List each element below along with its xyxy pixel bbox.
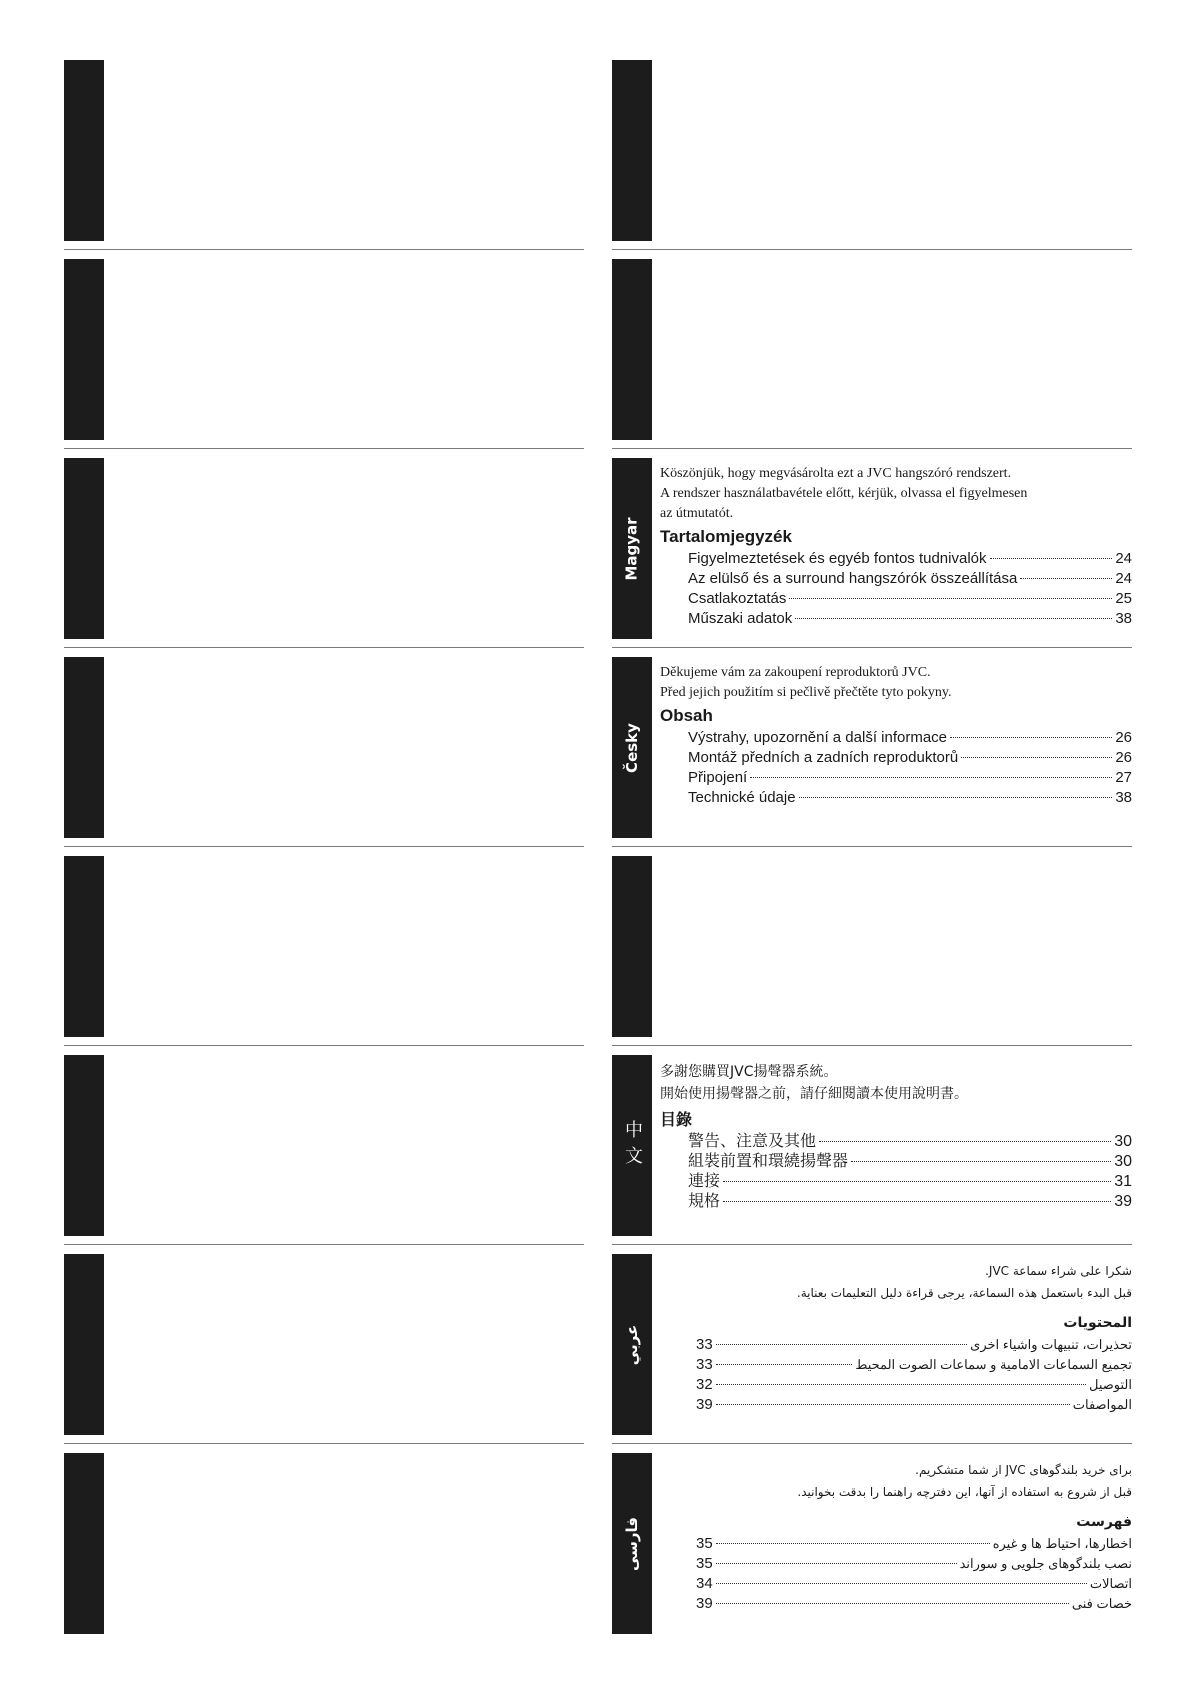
- language-tab-label: 中文: [622, 1119, 643, 1172]
- left-column: [64, 60, 584, 1634]
- toc-entry: Műszaki adatok 38: [688, 610, 1132, 627]
- page-number: 33: [696, 1356, 713, 1373]
- section-divider: [64, 647, 584, 648]
- page-number: 35: [696, 1555, 713, 1572]
- toc-list: [660, 728, 1132, 808]
- language-tab-label: فارسی: [623, 1516, 641, 1571]
- empty-section-2: [64, 259, 584, 440]
- empty-section-r2: [612, 259, 1132, 440]
- section-divider: [64, 1045, 584, 1046]
- language-tab: [612, 259, 652, 440]
- page-number: 24: [1115, 570, 1132, 587]
- page-number: 39: [696, 1595, 713, 1612]
- language-tab: [64, 856, 104, 1037]
- language-tab: [64, 259, 104, 440]
- intro-text: برای خرید بلندگوهای JVC از شما متشکریم. قبل از شروع به استفاده از آنها، این دفترچه راهنما را بدقت بخوانید.: [797, 1463, 1132, 1499]
- empty-section-1: [64, 60, 584, 241]
- language-tab: [64, 657, 104, 838]
- page-number: 32: [696, 1376, 713, 1393]
- toc-heading: Obsah: [660, 706, 713, 725]
- toc-entry: اتصالات 34: [696, 1575, 1132, 1592]
- toc-list: [660, 549, 1132, 629]
- section-divider: [612, 1045, 1132, 1046]
- toc-entry: خصات فنی 39: [696, 1595, 1132, 1612]
- section-divider: [612, 1244, 1132, 1245]
- page-number: 38: [1115, 789, 1132, 806]
- page-number: 27: [1115, 769, 1132, 786]
- section-content: [660, 663, 1132, 808]
- toc-entry: 組裝前置和環繞揚聲器 30: [688, 1153, 1132, 1170]
- page-number: 39: [696, 1396, 713, 1413]
- section-chinese: [612, 1055, 1132, 1236]
- toc-entry: تجميع السماعات الامامية و سماعات الصوت المحيط 33: [696, 1356, 1132, 1373]
- language-tab: [612, 856, 652, 1037]
- section-cesky: [612, 657, 1132, 838]
- language-tab: [64, 1055, 104, 1236]
- section-farsi: [612, 1453, 1132, 1634]
- toc-entry: 規格 39: [688, 1193, 1132, 1210]
- intro-text: Köszönjük, hogy megvásárolta ezt a JVC hangszóró rendszert. A rendszer használatbavétele előtt, kérjük, olvassa el figyelmesen az útmutatót.: [660, 466, 1028, 521]
- intro-text: Děkujeme vám za zakoupení reproduktorů JVC. Před jejich použitím si pečlivě přečtěte tyto pokyny.: [660, 665, 952, 700]
- toc-entry: Výstrahy, upozornění a další informace 26: [688, 729, 1132, 746]
- page-number: 26: [1115, 729, 1132, 746]
- toc-list: [696, 1335, 1132, 1415]
- empty-section-7: [64, 1254, 584, 1435]
- section-content: [660, 464, 1132, 629]
- page-number: 31: [1114, 1173, 1132, 1190]
- page-number: 25: [1115, 590, 1132, 607]
- toc-list: [696, 1534, 1132, 1614]
- toc-heading: المحتويات: [1063, 1315, 1132, 1331]
- section-divider: [612, 448, 1132, 449]
- section-divider: [64, 1443, 584, 1444]
- toc-list: [660, 1132, 1132, 1212]
- toc-entry: 警告、注意及其他 30: [688, 1133, 1132, 1150]
- toc-entry: Připojení 27: [688, 769, 1132, 786]
- language-tab-label: عربي: [623, 1324, 642, 1365]
- language-tab: [64, 1254, 104, 1435]
- page-number: 39: [1114, 1193, 1132, 1210]
- intro-text: 多謝您購買JVC揚聲器系統。 開始使用揚聲器之前，請仔細閱讀本使用說明書。: [660, 1064, 968, 1102]
- section-content: [660, 1061, 1132, 1212]
- page-number: 33: [696, 1336, 713, 1353]
- section-divider: [64, 1244, 584, 1245]
- toc-entry: Csatlakoztatás 25: [688, 590, 1132, 607]
- right-column: [612, 60, 1132, 1634]
- section-divider: [612, 1443, 1132, 1444]
- language-tab: [64, 458, 104, 639]
- section-content: [660, 1459, 1132, 1614]
- empty-section-4: [64, 657, 584, 838]
- toc-heading: 目錄: [660, 1110, 693, 1129]
- section-divider: [64, 846, 584, 847]
- empty-section-6: [64, 1055, 584, 1236]
- page-number: 30: [1114, 1153, 1132, 1170]
- page-number: 24: [1115, 550, 1132, 567]
- language-tab: [64, 60, 104, 241]
- language-tab: [64, 1453, 104, 1634]
- toc-entry: Montáž předních a zadních reproduktorů 26: [688, 749, 1132, 766]
- toc-heading: فهرست: [1076, 1514, 1132, 1530]
- section-arabic: [612, 1254, 1132, 1435]
- toc-entry: المواصفات 39: [696, 1396, 1132, 1413]
- section-magyar: [612, 458, 1132, 639]
- page-number: 30: [1114, 1133, 1132, 1150]
- section-divider: [64, 249, 584, 250]
- empty-section-8: [64, 1453, 584, 1634]
- toc-heading: Tartalomjegyzék: [660, 527, 792, 546]
- language-tab-label: Magyar: [623, 516, 641, 581]
- section-divider: [64, 448, 584, 449]
- intro-text: شكرا على شراء سماعة JVC. قبل البدء باستعمل هذه السماعة، يرجى قراءة دليل التعليمات بعناية.: [796, 1264, 1132, 1300]
- empty-section-5: [64, 856, 584, 1037]
- empty-section-r5: [612, 856, 1132, 1037]
- section-content: [660, 1260, 1132, 1415]
- toc-entry: تحذيرات، تنبيهات واشياء اخرى 33: [696, 1336, 1132, 1353]
- toc-entry: Az elülső és a surround hangszórók összeállítása 24: [688, 570, 1132, 587]
- empty-section-r1: [612, 60, 1132, 241]
- page-number: 34: [696, 1575, 713, 1592]
- toc-entry: نصب بلندگوهای جلویی و سوراند 35: [696, 1555, 1132, 1572]
- language-tab: [612, 60, 652, 241]
- toc-entry: اخطارها، احتیاط ها و غیره 35: [696, 1535, 1132, 1552]
- toc-entry: التوصيل 32: [696, 1376, 1132, 1393]
- section-divider: [612, 846, 1132, 847]
- page-number: 35: [696, 1535, 713, 1552]
- page-number: 26: [1115, 749, 1132, 766]
- toc-entry: 連接 31: [688, 1173, 1132, 1190]
- toc-entry: Technické údaje 38: [688, 789, 1132, 806]
- page-number: 38: [1115, 610, 1132, 627]
- toc-entry: Figyelmeztetések és egyéb fontos tudnivalók 24: [688, 550, 1132, 567]
- empty-section-3: [64, 458, 584, 639]
- section-divider: [612, 249, 1132, 250]
- language-tab-label: Česky: [623, 722, 641, 773]
- section-divider: [612, 647, 1132, 648]
